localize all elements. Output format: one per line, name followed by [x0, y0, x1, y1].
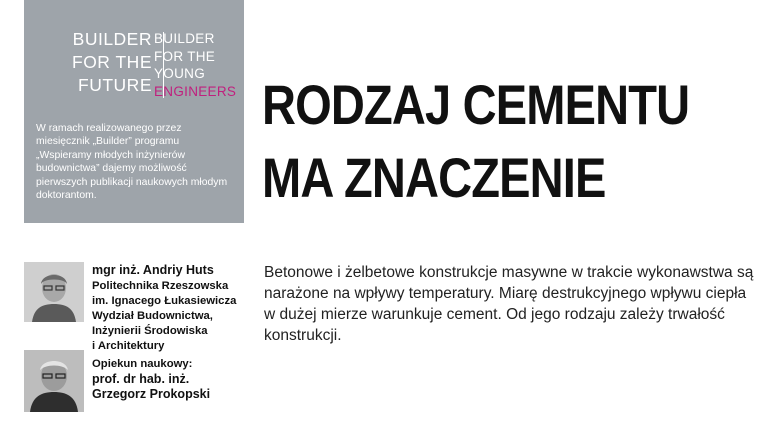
supervisor-photo	[24, 350, 84, 412]
banner-left-line: BUILDER	[72, 29, 152, 49]
banner-right-text	[154, 30, 236, 100]
author-affiliation-line: Wydział Budownictwa,	[92, 310, 213, 322]
author-name: mgr inż. Andriy Huts	[92, 263, 214, 277]
banner-right-line: FOR THE	[154, 48, 216, 64]
banner-accent-line: ENGINEERS	[154, 83, 237, 99]
supervisor-portrait-icon	[24, 350, 84, 412]
banner-right-line: BUILDER	[154, 31, 215, 46]
banner-description: W ramach realizowanego przez miesięcznik „Builder” programu „Wspieramy młodych inżynierów budownictwa” dajemy możliwość pierwszych publikacji naukowych młodym doktorantom.	[36, 123, 228, 202]
author-affiliation-line: Politechnika Rzeszowska	[92, 280, 229, 292]
supervisor-label: Opiekun naukowy:	[92, 358, 193, 370]
banner-right-line: YOUNG	[154, 66, 206, 81]
article-lead: Betonowe i żelbetowe konstrukcje masywne w trakcie wykonawstwa są narażone na wpływy temperatury. Miarę destrukcyjnego wpływu ciepła w dużej mierze warunkuje cement. Od jego rodzaju zależy trwałość konstrukcji.	[264, 264, 754, 344]
supervisor-title: prof. dr hab. inż.	[92, 372, 190, 386]
banner-left-text	[24, 28, 152, 97]
title-line: RODZAJ CEMENTU	[262, 73, 690, 136]
supervisor-name: Grzegorz Prokopski	[92, 387, 211, 401]
title-line: MA ZNACZENIE	[262, 146, 606, 209]
author-affiliation-line: Inżynierii Środowiska	[92, 325, 208, 337]
author-portrait-icon	[24, 262, 84, 322]
author-photo	[24, 262, 84, 322]
banner-left-line: FUTURE	[78, 75, 152, 95]
article-title	[262, 68, 689, 214]
author-affiliation-line: im. Ignacego Łukasiewicza	[92, 295, 237, 307]
author-info	[92, 262, 242, 402]
banner-left-line: FOR THE	[72, 52, 152, 72]
program-banner	[24, 0, 244, 223]
author-affiliation-line: i Architektury	[92, 340, 165, 352]
